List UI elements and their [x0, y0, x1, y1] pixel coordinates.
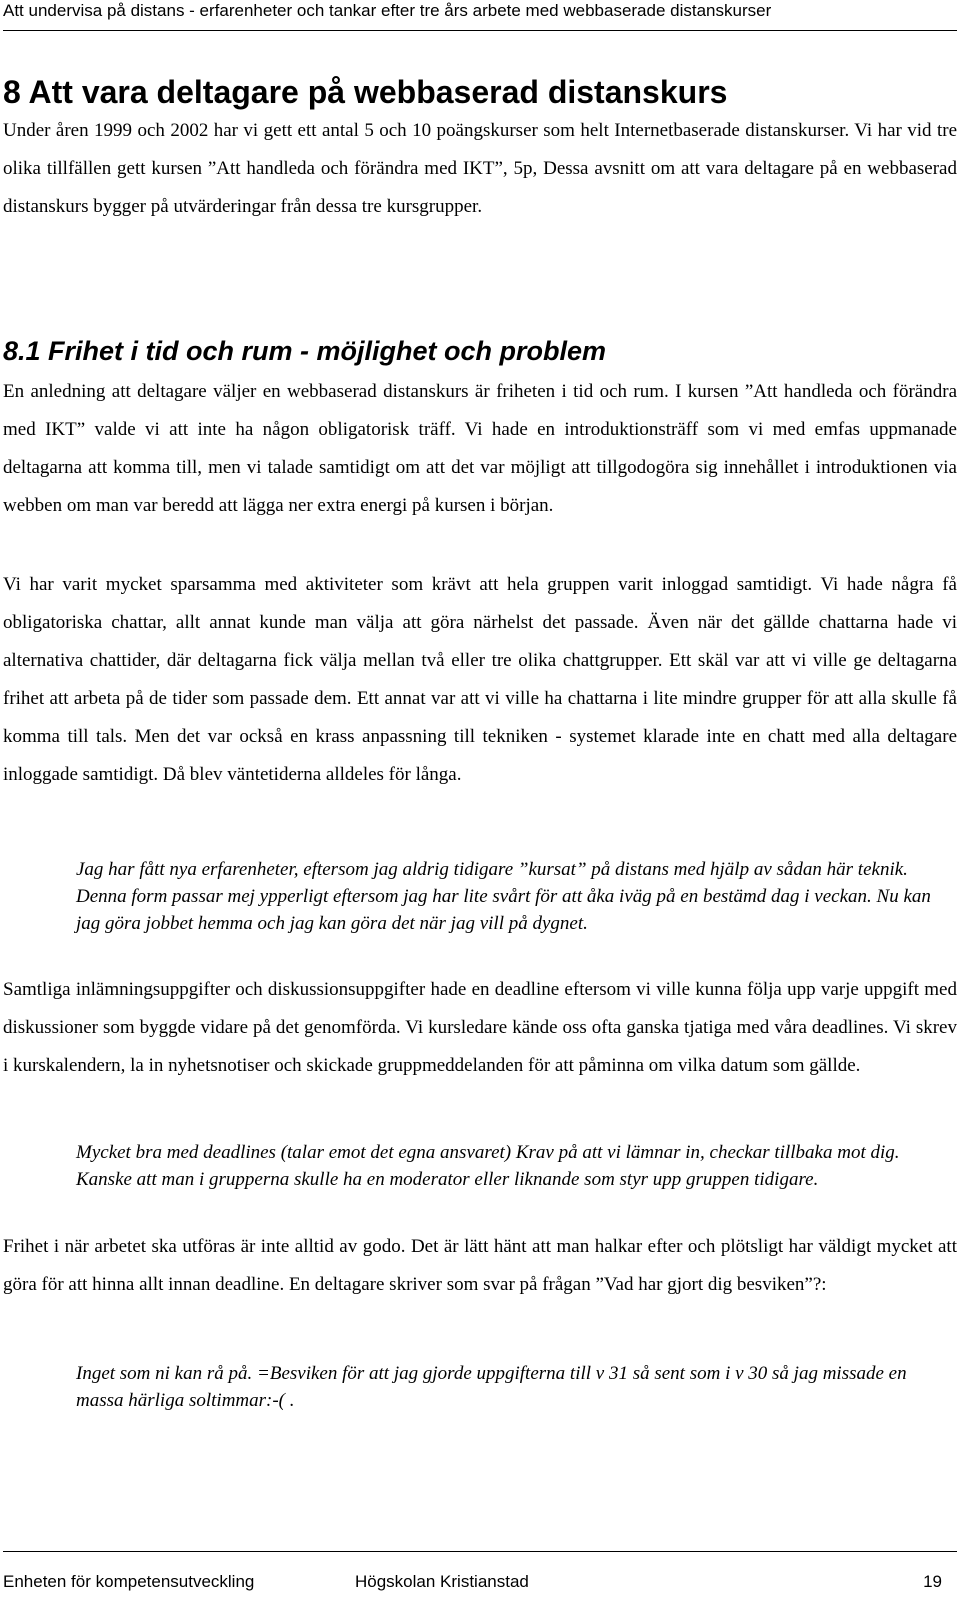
footer-department: Enheten för kompetensutveckling: [3, 1572, 255, 1591]
body-paragraph-1: En anledning att deltagare väljer en webbaserad distanskurs är friheten i tid och rum. I kursen ”Att handleda och förändra med IKT” valde vi att inte ha någon obligatorisk träff. Vi hade en introduktionsträff som vi med emfas uppmanade deltagarna att komma till, men vi talade samtidigt om att det var möjligt att tillgodogöra sig innehållet i introduktionen via webben om man var beredd att lägga ner extra energi på kursen i början.: [3, 381, 957, 516]
footer-divider: [3, 1551, 957, 1552]
body-paragraph-4: Frihet i när arbetet ska utföras är inte alltid av godo. Det är lätt hänt att man halkar efter och plötsligt har väldigt mycket att göra för att hinna allt innan deadline. En deltagare skriver som svar på frågan ”Vad har gjort dig besviken”?:: [3, 1236, 957, 1295]
section-intro-paragraph: Under åren 1999 och 2002 har vi gett ett antal 5 och 10 poängskurser som helt Internetbaserade distanskurser. Vi har vid tre olika tillfällen gett kursen ”Att handleda och förändra med IKT”, 5p, Dessa avsnitt om att vara deltagare på en webbaserad distanskurs bygger på utvärderingar från dessa tre kursgrupper.: [3, 120, 957, 217]
participant-quote-3: Inget som ni kan rå på. =Besviken för att jag gjorde uppgifterna till v 31 så sent som i v 30 så jag missade en massa härliga soltimmar:-( .: [76, 1363, 907, 1411]
page-number: 19: [923, 1572, 942, 1591]
header-divider: [3, 30, 957, 31]
participant-quote-1: Jag har fått nya erfarenheter, eftersom jag aldrig tidigare ”kursat” på distans med hjälp av sådan här teknik. Denna form passar mej ypperligt eftersom jag har lite svårt för att åka iväg på en bestämd dag i veckan. Nu kan jag göra jobbet hemma och jag kan göra det när jag vill på dygnet.: [76, 859, 931, 934]
subsection-heading: 8.1 Frihet i tid och rum - möjlighet och problem: [3, 336, 607, 366]
footer-institution: Högskolan Kristianstad: [355, 1572, 529, 1591]
running-header: Att undervisa på distans - erfarenheter och tankar efter tre års arbete med webbaserade distanskurser: [3, 1, 772, 20]
section-heading: 8 Att vara deltagare på webbaserad distanskurs: [3, 74, 728, 110]
body-paragraph-2: Vi har varit mycket sparsamma med aktiviteter som krävt att hela gruppen varit inloggad samtidigt. Vi hade några få obligatoriska chattar, allt annat kunde man välja att göra närhelst det passade. Även när det gällde chattarna hade vi alternativa chattider, där deltagarna fick välja mellan två eller tre olika chattgrupper. Ett skäl var att vi ville ge deltagarna frihet att arbeta på de tider som passade dem. Ett annat var att vi ville ha chattarna i lite mindre grupper för att alla skulle få komma till tals. Men det var också en krass anpassning till tekniken - systemet klarade inte en chatt med alla deltagare inloggade samtidigt. Då blev väntetiderna alldeles för långa.: [3, 574, 957, 785]
body-paragraph-3: Samtliga inlämningsuppgifter och diskussionsuppgifter hade en deadline eftersom vi ville kunna följa upp varje uppgift med diskussioner som byggde vidare på det genomförda. Vi kursledare kände oss ofta ganska tjatiga med våra deadlines. Vi skrev i kurskalendern, la in nyhetsnotiser och skickade gruppmeddelanden för att påminna om vilka datum som gällde.: [3, 979, 957, 1076]
participant-quote-2: Mycket bra med deadlines (talar emot det egna ansvaret) Krav på att vi lämnar in, checkar tillbaka mot dig. Kanske att man i grupperna skulle ha en moderator eller liknande som styr upp gruppen tidigare.: [76, 1142, 900, 1190]
